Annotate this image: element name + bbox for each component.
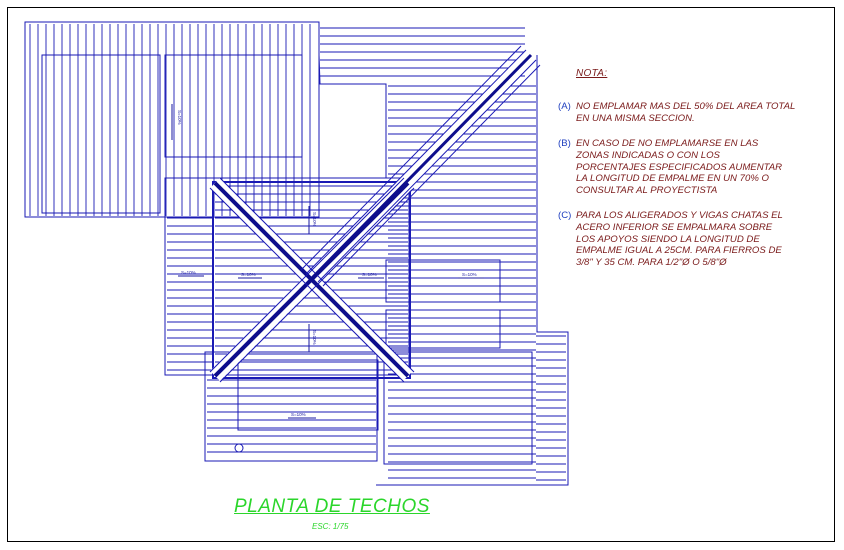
slope-arrow-outer-left (178, 270, 204, 276)
slope-arrow-right-room (458, 272, 484, 278)
slope-label: S=10% (181, 270, 196, 275)
plan-scale: ESC: 1/75 (312, 522, 349, 531)
outline-left-room-b (165, 55, 302, 157)
plan-title: PLANTA DE TECHOS (234, 496, 430, 517)
slope-label: S=10% (362, 272, 377, 277)
slope-label: S=10% (462, 272, 477, 277)
valley-edge-b (318, 60, 536, 282)
slope-label: S=10% (291, 412, 306, 417)
outline-step (319, 55, 386, 178)
slope-arrow-center-left (238, 272, 262, 278)
note-text: EN CASO DE NO EMPLAMARSE EN LAS ZONAS INDICADAS O CON LOS PORCENTAJES ESPECIFICADOS AUMENTAR LA LONGITUD DE EMPALME EN UN 70% O CONSULTAR AL PROYECTISTA (576, 138, 783, 197)
slope-label: S=10% (312, 330, 317, 345)
slope-label: S=10% (177, 110, 182, 125)
note-marker: (A) (558, 101, 571, 112)
valley-ridge (312, 55, 531, 278)
note-marker: (C) (558, 210, 572, 221)
slope-arrow-center-right (358, 272, 384, 278)
slope-label: S=10% (312, 212, 317, 227)
note-text: PARA LOS ALIGERADOS Y VIGAS CHATAS EL ACERO INFERIOR SE EMPALMARA SOBRE LOS APOYOS SIENDO LA LONGITUD DE EMPALME IGUAL A 25CM. PARA FIERROS DE 3/8" Y 35 CM. PARA 1/2"Ø O 5/8"Ø (576, 210, 783, 269)
drain-circle (235, 444, 243, 452)
nota-title: NOTA: (576, 68, 608, 79)
note-item-c (558, 210, 828, 269)
slope-arrow-left-wing (172, 104, 182, 140)
slope-arrow-bottom (288, 412, 316, 418)
outline-bottom-inner (238, 360, 378, 430)
note-text: NO EMPLAMAR MAS DEL 50% DEL AREA TOTAL EN UNA MISMA SECCION. (576, 101, 796, 124)
note-item-b (558, 138, 828, 197)
note-marker: (B) (558, 138, 571, 149)
note-item-a (558, 101, 828, 125)
valley-edge-d (323, 65, 540, 286)
slope-label: S=10% (241, 272, 256, 277)
